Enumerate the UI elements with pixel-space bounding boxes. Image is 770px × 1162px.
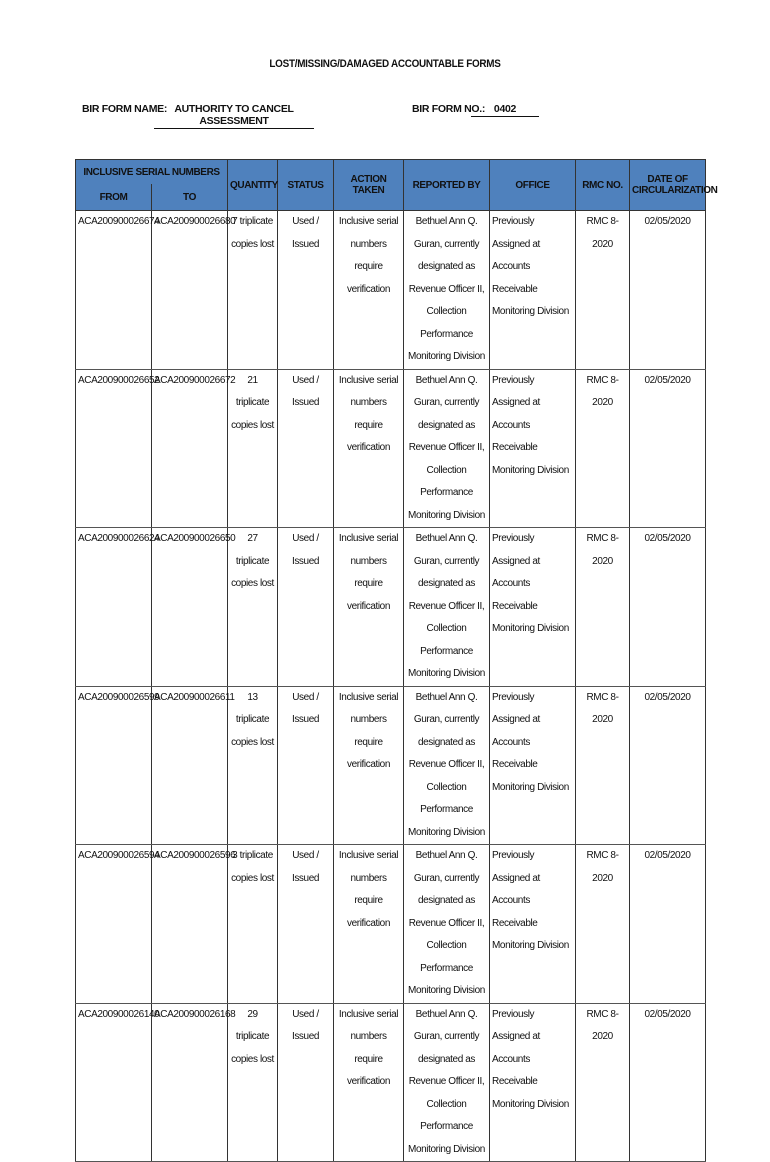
form-no-label: BIR FORM NO.: (412, 103, 486, 115)
reported-by-cell: Bethuel Ann Q. Guran, currently designated as Revenue Officer II, Collection Performance Monitoring Division (404, 211, 490, 370)
serial-from-cell: ACA200900026674 (76, 211, 152, 370)
serial-to-cell: ACA200900026680 (152, 211, 228, 370)
status-cell: Used / Issued (278, 528, 334, 687)
quantity-cell: 29 triplicate copies lost (228, 1003, 278, 1162)
serial-to-cell: ACA200900026611 (152, 686, 228, 845)
serial-from-cell: ACA200900026594 (76, 845, 152, 1004)
reported-by-cell: Bethuel Ann Q. Guran, currently designated as Revenue Officer II, Collection Performance Monitoring Division (404, 845, 490, 1004)
rmc-no-cell: RMC 8-2020 (576, 845, 630, 1004)
header-from: FROM (76, 184, 152, 211)
office-cell: Previously Assigned at Accounts Receivable Monitoring Division (490, 528, 576, 687)
form-name-value: AUTHORITY TO CANCEL ASSESSMENT (154, 103, 314, 129)
serial-from-cell: ACA200900026652 (76, 369, 152, 528)
header-rmc-no: RMC NO. (576, 160, 630, 211)
accountable-forms-table (75, 159, 718, 1162)
rmc-no-cell: RMC 8-2020 (576, 211, 630, 370)
date-cell: 02/05/2020 (630, 845, 706, 1004)
serial-from-cell: ACA200900026599 (76, 686, 152, 845)
header-serial-group-label: INCLUSIVE SERIAL NUMBERS (83, 166, 220, 178)
status-cell: Used / Issued (278, 211, 334, 370)
date-cell: 02/05/2020 (630, 211, 706, 370)
document-title: LOST/MISSING/DAMAGED ACCOUNTABLE FORMS (269, 58, 501, 70)
header-date: DATE OF CIRCULARIZATION (630, 160, 706, 211)
form-no-value: 0402 (471, 103, 539, 117)
serial-to-cell: ACA200900026596 (152, 845, 228, 1004)
action-taken-cell: Inclusive serial numbers require verification (334, 686, 404, 845)
serial-from-cell: ACA200900026140 (76, 1003, 152, 1162)
date-cell: 02/05/2020 (630, 528, 706, 687)
quantity-cell: 3 triplicate copies lost (228, 845, 278, 1004)
header-quantity: QUANTITY (228, 160, 278, 211)
header-office: OFFICE (490, 160, 576, 211)
header-action-taken: ACTION TAKEN (334, 160, 404, 211)
date-cell: 02/05/2020 (630, 369, 706, 528)
form-name-label: BIR FORM NAME: (82, 103, 168, 115)
serial-to-cell: ACA200900026650 (152, 528, 228, 687)
office-cell: Previously Assigned at Accounts Receivable Monitoring Division (490, 845, 576, 1004)
table-row (76, 528, 706, 687)
header-to: TO (152, 184, 228, 211)
reported-by-cell: Bethuel Ann Q. Guran, currently designated as Revenue Officer II, Collection Performance Monitoring Division (404, 686, 490, 845)
serial-to-cell: ACA200900026672 (152, 369, 228, 528)
office-cell: Previously Assigned at Accounts Receivable Monitoring Division (490, 211, 576, 370)
reported-by-cell: Bethuel Ann Q. Guran, currently designated as Revenue Officer II, Collection Performance Monitoring Division (404, 369, 490, 528)
rmc-no-cell: RMC 8-2020 (576, 1003, 630, 1162)
office-cell: Previously Assigned at Accounts Receivable Monitoring Division (490, 686, 576, 845)
serial-from-cell: ACA200900026624 (76, 528, 152, 687)
table-row (76, 686, 706, 845)
reported-by-cell: Bethuel Ann Q. Guran, currently designated as Revenue Officer II, Collection Performance Monitoring Division (404, 528, 490, 687)
status-cell: Used / Issued (278, 1003, 334, 1162)
rmc-no-cell: RMC 8-2020 (576, 528, 630, 687)
office-cell: Previously Assigned at Accounts Receivable Monitoring Division (490, 1003, 576, 1162)
table-row (76, 1003, 706, 1162)
action-taken-cell: Inclusive serial numbers require verification (334, 1003, 404, 1162)
rmc-no-cell: RMC 8-2020 (576, 686, 630, 845)
action-taken-cell: Inclusive serial numbers require verification (334, 211, 404, 370)
header-serial-group (76, 160, 228, 185)
form-info (82, 103, 682, 127)
header-reported-by: REPORTED BY (404, 160, 490, 211)
status-cell: Used / Issued (278, 686, 334, 845)
quantity-cell: 13 triplicate copies lost (228, 686, 278, 845)
header-status: STATUS (278, 160, 334, 211)
quantity-cell: 21 triplicate copies lost (228, 369, 278, 528)
date-cell: 02/05/2020 (630, 686, 706, 845)
status-cell: Used / Issued (278, 845, 334, 1004)
table-row (76, 845, 706, 1004)
table-row (76, 369, 706, 528)
date-cell: 02/05/2020 (630, 1003, 706, 1162)
rmc-no-cell: RMC 8-2020 (576, 369, 630, 528)
action-taken-cell: Inclusive serial numbers require verification (334, 528, 404, 687)
table-row (76, 211, 706, 370)
reported-by-cell: Bethuel Ann Q. Guran, currently designated as Revenue Officer II, Collection Performance Monitoring Division (404, 1003, 490, 1162)
status-cell: Used / Issued (278, 369, 334, 528)
quantity-cell: 27 triplicate copies lost (228, 528, 278, 687)
quantity-cell: 7 triplicate copies lost (228, 211, 278, 370)
action-taken-cell: Inclusive serial numbers require verification (334, 845, 404, 1004)
serial-to-cell: ACA200900026168 (152, 1003, 228, 1162)
action-taken-cell: Inclusive serial numbers require verification (334, 369, 404, 528)
office-cell: Previously Assigned at Accounts Receivable Monitoring Division (490, 369, 576, 528)
